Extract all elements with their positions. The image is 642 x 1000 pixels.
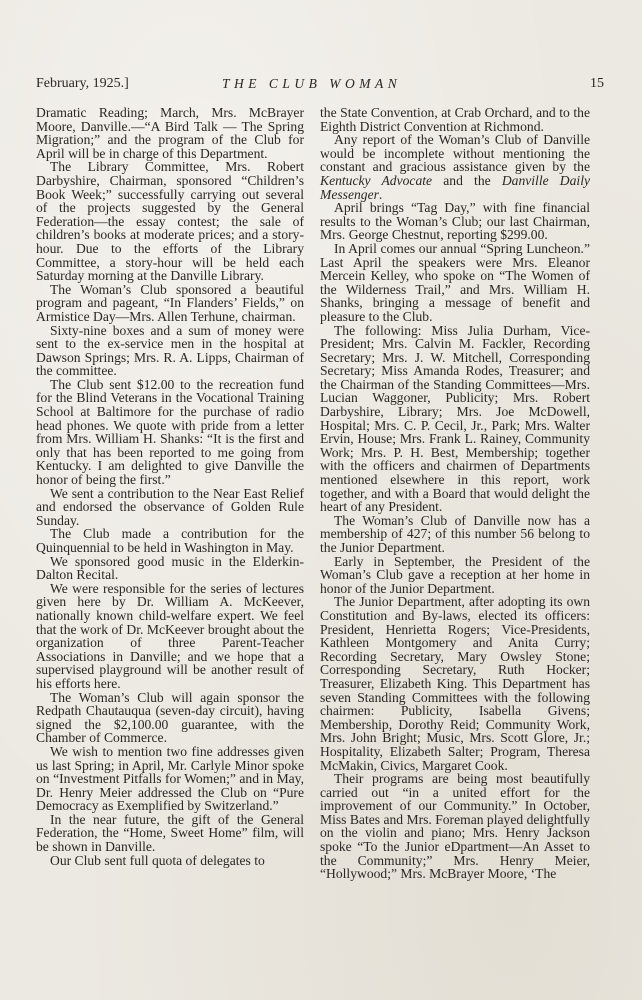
page-number: 15 — [590, 76, 604, 91]
paragraph: The Library Committee, Mrs. Robert Darbyshire, Chairman, sponsored “Children’s Book Week;” successfully carrying out several of the projects suggested by the General Federation—the essay contest; the sale of children’s books at moderate prices; and a story-hour. Due to the efforts of the Library Committee, a story-hour will be held each Saturday morning at the Danville Library. — [36, 159, 304, 284]
paragraph: The following: Miss Julia Durham, Vice-President; Mrs. Calvin M. Fackler, Recording Secretary; Mrs. J. W. Mitchell, Corresponding Secretary; Miss Amanda Rodes, Treasurer; and the Chairman of the Standing Committees—Mrs. Lucian Waggoner, Publicity; Mrs. Robert Darbyshire, Library; Mrs. Joe McDowell, Hospital; Mrs. C. P. Cecil, Jr., Park; Mrs. Walter Ervin, House; Mrs. Frank L. Rainey, Community Work; Mrs. P. H. Best, Membership; together with the officers and chairmen of Departments mentioned elsewhere in this report, work together, and with a Board that would delight the heart of any President. — [320, 322, 590, 515]
paragraph: The Woman’s Club sponsored a beautiful program and pageant, “In Flanders’ Fields,” on Armistice Day—Mrs. Allen Terhune, chairman. — [36, 281, 304, 324]
paragraph: The Club made a contribution for the Quinquennial to be held in Washington in May. — [36, 526, 304, 555]
running-header — [36, 76, 604, 94]
paragraph: Our Club sent full quota of delegates to — [50, 852, 265, 868]
paragraph: the State Convention, at Crab Orchard, and to the Eighth District Convention at Richmond. — [320, 105, 590, 134]
right-column — [320, 106, 590, 881]
paragraph-newspapers — [320, 133, 590, 201]
newspaper-name: Kentucky Advocate — [320, 172, 433, 188]
paragraph: In April comes our annual “Spring Luncheon.” Last April the speakers were Mrs. Eleanor Mercein Kelley, who spoke on “The Women of the Wilderness Trail,” and Mrs. William H. Shanks, bringing a message of benefit and pleasure to the Club. — [320, 240, 590, 324]
paragraph: Sixty-nine boxes and a sum of money were sent to the ex-service men in the hospital at Dawson Springs; Mrs. R. A. Lipps, Chairman of the committee. — [36, 322, 304, 379]
paragraph: We sent a contribution to the Near East Relief and endorsed the observance of Golden Rule Sunday. — [36, 485, 304, 528]
paragraph-text: . — [378, 186, 383, 202]
paragraph: The Woman’s Club will again sponsor the Redpath Chautauqua (seven-day circuit), having signed the $2,100.00 guarantee, with the Chamber of Commerce. — [36, 689, 304, 746]
paragraph: We wish to mention two fine addresses given us last Spring; in April, Mr. Carlyle Minor spoke on “Investment Pitfalls for Women;” and in May, Dr. Henry Meier addressed the Club on “Pure Democracy as Exemplified by Switzerland.” — [36, 743, 304, 814]
paragraph: We were responsible for the series of lectures given here by Dr. William A. McKeever, nationally known child-welfare expert. We feel that the work of Dr. McKeever brought about the organization of three Parent-Teacher Associations in Danville; and we hope that a supervised playground will be another result of his efforts here. — [36, 580, 304, 691]
paragraph: The Club sent $12.00 to the recreation fund for the Blind Veterans in the Vocational Training School at Baltimore for the purchase of radio head phones. We quote with pride from a letter from Mrs. William H. Shanks: “It is the first and only that has been reported to me going from Kentucky. I am delighted to give Danville the honor of being the first.” — [36, 376, 304, 488]
paragraph: The Junior Department, after adopting its own Constitution and By-laws, elected its officers: President, Henrietta Rogers; Vice-Presidents, Kathleen Montgomery and Anita Curry; Recording Secretary, Mary Owsley Stone; Corresponding Secretary, Ruth Hocker; Treasurer, Elizabeth King. This Department has seven Standing Committees with the following chairmen: Publicity, Isabella Givens; Membership, Dorothy Reid; Community Work, Mrs. John Bright; Music, Mrs. Scott Glore, Jr.; Hospitality, Elizabeth Salter; Program, Theresa McMakin, Civics, Margaret Cook. — [320, 594, 590, 773]
paragraph: In the near future, the gift of the General Federation, the “Home, Sweet Home” film, will be shown in Danville. — [36, 811, 304, 855]
paragraph: Their programs are being most beautifully carried out “in a united effort for the improvement of our Community.” In October, Miss Bates and Mrs. Foreman played delightfully on the violin and piano; Mrs. Henry Jackson spoke “To the Junior eDpartment—An Asset to the Community;” Mrs. Henry Meier, “Hollywood;” Mrs. McBrayer Moore, ‘The — [320, 771, 590, 882]
publication-title: THE CLUB WOMAN — [222, 76, 402, 91]
left-column — [36, 106, 304, 867]
paragraph: Early in September, the President of the Woman’s Club gave a reception at her home in honor of the Junior Department. — [320, 553, 590, 596]
paragraph: Dramatic Reading; March, Mrs. McBrayer Moore, Danville.—“A Bird Talk — The Spring Migration;” and the program of the Club for April will be in charge of this Department. — [36, 105, 304, 161]
paragraph-text: and the — [432, 172, 502, 188]
paragraph: The Woman’s Club of Danville now has a membership of 427; of this number 56 belong to the Junior Department. — [320, 512, 590, 555]
newspaper-name: Danville Daily Messenger — [320, 172, 591, 202]
issue-date: February, 1925.] — [36, 76, 129, 91]
paragraph: April brings “Tag Day,” with fine financial results to the Woman’s Club; our last Chairman, Mrs. George Chestnut, reporting $299.00. — [320, 200, 590, 243]
paragraph: We sponsored good music in the Elderkin-Dalton Recital. — [36, 553, 304, 583]
paragraph-text: Any report of the Woman’s Club of Danville would be incomplete without mentioning the constant and gracious assistance given by the — [320, 132, 590, 175]
